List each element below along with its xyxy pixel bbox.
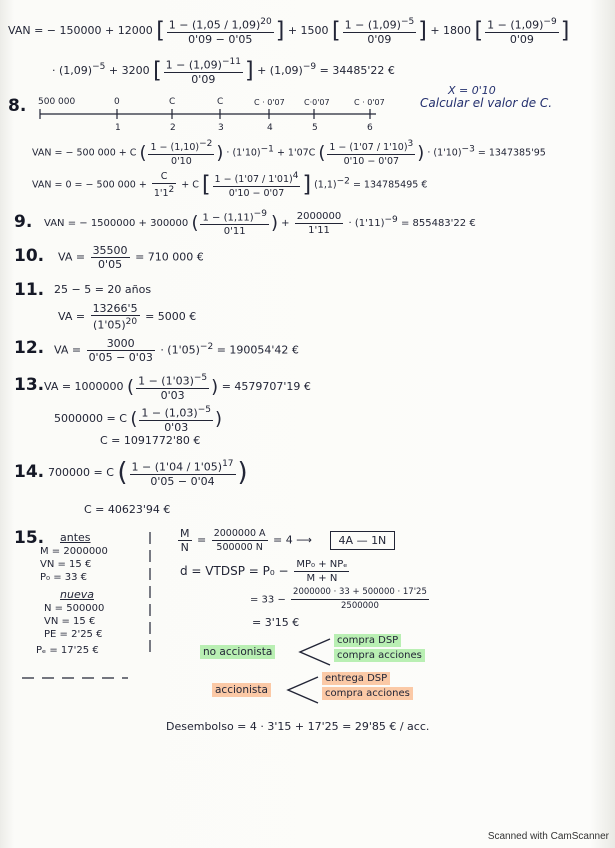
- p15-desembolso: Desembolso = 4 · 3'15 + 17'25 = 29'85 € / acc.: [166, 720, 430, 733]
- p13-line1: VA = 1000000 ( $\frac{1 - (1'03)^{-5}}{0'03}$ ) = 4579707'19 €: [44, 373, 311, 402]
- scanner-watermark: Scanned with CamScanner: [487, 831, 609, 842]
- p15-acc-opt2: compra acciones: [322, 687, 413, 700]
- p15-d-result: = 3'15 €: [252, 616, 300, 629]
- tl-bot-6: 6: [367, 123, 373, 133]
- tl-top-1: 0: [114, 97, 120, 107]
- p15-vn: VN = 15 €: [40, 559, 92, 570]
- p15-antes: antes: [60, 531, 91, 544]
- p13-line2: 5000000 = C ( $\frac{1 - (1,03)^{-5}}{0'03}$ ): [54, 405, 223, 434]
- tl-top-0: 500 000: [38, 97, 76, 107]
- p8-line1: VAN = − 500 000 + C ( $\frac{1 - (1,10)^{-2}}{0'10}$ ) · $(1'10)^{-1} + 1'07C$ ( $\frac{1 - (1'07 / 1'10)^3}{0'10 - 0'07}$ ) · $(1'10)^{-3} = 1347385'95$: [32, 139, 546, 168]
- p15-bracket-1: [296, 636, 336, 668]
- p15-n: N = 500000: [44, 603, 105, 614]
- p8-timeline: [36, 96, 386, 136]
- p14-line1: 700000 = C ( $\frac{1 - (1'04 / 1'05)^{17}}{0'05 - 0'04}$ ): [48, 457, 248, 488]
- p15-nueva: nueva: [60, 588, 94, 601]
- tl-bot-1: 1: [115, 123, 121, 133]
- tl-top-2: C: [169, 97, 176, 107]
- p15-m: M = 2000000: [40, 546, 108, 557]
- p15-vn2: VN = 15 €: [44, 616, 96, 627]
- p15-bracket-2: [284, 674, 324, 706]
- problem-12-number: 12.: [14, 338, 45, 358]
- p8-note-calcular: Calcular el valor de C.: [420, 96, 553, 110]
- p8-note-x: X = 0'10: [448, 84, 496, 97]
- p15-pe2: Pₑ = 17'25 €: [36, 645, 99, 656]
- p15-pe: PE = 2'25 €: [44, 629, 103, 640]
- tl-top-3: C: [217, 97, 224, 107]
- problem-9-number: 9.: [14, 212, 33, 232]
- p13-line3: C = 1091772'80 €: [100, 434, 201, 447]
- p15-ratio: $\frac{M}{N}$ = $\frac{2000000 A}{500000 N}$ = 4 ⟶ 4A — 1N: [176, 527, 395, 554]
- problem-15-number: 15.: [14, 528, 45, 548]
- tl-top-5: C·0'07: [304, 98, 330, 107]
- tl-bot-3: 3: [218, 123, 224, 133]
- tl-bot-2: 2: [170, 123, 176, 133]
- problem-11-number: 11.: [14, 280, 45, 300]
- tl-bot-4: 4: [267, 123, 273, 133]
- p14-line2: C = 40623'94 €: [84, 503, 171, 516]
- p15-d-calc: = 33 − $\frac{2000000 \cdot 33 + 500000 \cdot 17'25}{2500000}$: [250, 587, 427, 611]
- p15-accionista: accionista: [212, 684, 271, 697]
- p15-no-acc-opt2: compra acciones: [334, 649, 425, 662]
- p8-line2: VAN = 0 = − 500 000 + $\frac{C}{1'1^2}$ + C [ $\frac{1 - (1'07 / 1'01)^4}{0'10 - 0'07}$ ] $(1,1)^{-2} = 134785495$ €: [32, 171, 428, 200]
- p9-line: VAN = − 1500000 + 300000 ( $\frac{1 - (1,11)^{-9}}{0'11}$ ) + $\frac{2000000}{1'11}$ · $(1'11)^{-9} = 855483'22$ €: [44, 209, 476, 238]
- p7-line2: · $(1,09)^{-5} + 3200$ [ $\frac{1 - (1,09)^{-11}}{0'09}$ ] + $(1,09)^{-9} = 34485'22$ €: [52, 57, 395, 86]
- p15-acc-opt1: entrega DSP: [322, 672, 390, 685]
- p11-line1: 25 − 5 = 20 años: [54, 283, 152, 296]
- p15-d-line: d = VTDSP = P₀ − $\frac{\text{MP₀ + NPₑ}}{M + N}$: [180, 559, 348, 584]
- p15-no-acc-opt1: compra DSP: [334, 634, 401, 647]
- p12-line: VA = $\frac{3000}{0'05 - 0'03}$ · $(1'05)^{-2} = 190054'42$ €: [54, 337, 299, 364]
- tl-top-4: C · 0'07: [254, 98, 285, 107]
- problem-13-number: 13.: [14, 375, 45, 395]
- tl-top-6: C · 0'07: [354, 98, 385, 107]
- p15-divider: [18, 528, 158, 688]
- p10-line: VA = $\frac{35500}{0'05}$ = 710 000 €: [58, 244, 204, 271]
- p15-no-accionista: no accionista: [200, 646, 275, 659]
- ratio-box: 4A — 1N: [330, 531, 396, 550]
- problem-8-number: 8.: [8, 96, 27, 116]
- tl-bot-5: 5: [312, 123, 318, 133]
- problem-14-number: 14.: [14, 462, 45, 482]
- p11-line2: VA = $\frac{13266'5}{(1'05)^{20}}$ = 5000 €: [58, 302, 197, 332]
- p15-po: P₀ = 33 €: [40, 572, 88, 583]
- problem-10-number: 10.: [14, 246, 45, 266]
- p7-line1: VAN = − 150000 + 12000 [ $\frac{1 - (1,05 / 1,09)^{20}}{0'09 - 0'05}$ ] + 1500 [ $\frac{1 - (1,09)^{-5}}{0'09}$ ] + 1800 [ $\frac{1 - (1,09)^{-9}}{0'09}$ ]: [8, 17, 570, 46]
